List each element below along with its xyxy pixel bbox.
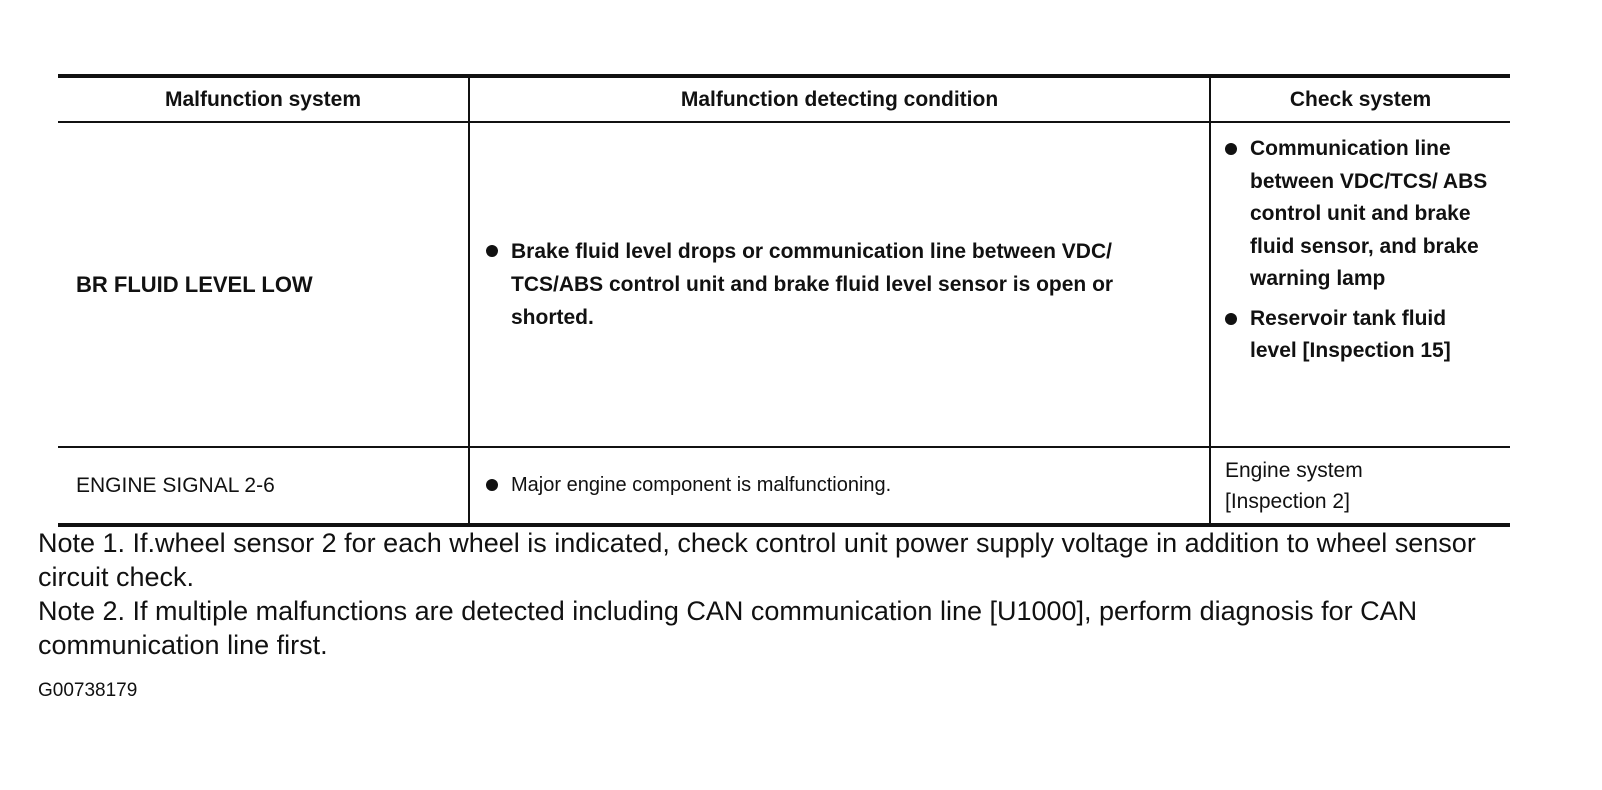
check-item-text: Communication line between VDC/TCS/ ABS control unit and brake fluid sensor, and brake warning lamp xyxy=(1250,137,1488,290)
diagnosis-table xyxy=(58,74,1510,527)
bullet-icon xyxy=(486,245,498,257)
condition-text: Brake fluid level drops or communication line between VDC/ TCS/ABS control unit and brake fluid level sensor is open or shorted. xyxy=(511,240,1114,329)
check-item-text: Reservoir tank fluid level [Inspection 15] xyxy=(1250,306,1451,362)
table-header-row xyxy=(58,76,1510,122)
note-1: Note 1. If.wheel sensor 2 for each wheel is indicated, check control unit power supply voltage in addition to wheel sensor circuit check. xyxy=(38,528,1476,592)
check-bullet-item xyxy=(1225,133,1498,296)
check-line: Engine system xyxy=(1225,458,1363,482)
table-row xyxy=(58,447,1510,525)
detecting-condition-cell xyxy=(469,122,1210,447)
notes-section xyxy=(38,526,1548,662)
condition-bullet-item xyxy=(486,469,1181,502)
condition-text: Major engine component is malfunctioning. xyxy=(511,474,892,496)
condition-bullet-item xyxy=(486,235,1181,334)
note-2: Note 2. If multiple malfunctions are detected including CAN communication line [U1000], perform diagnosis for CAN communication line first. xyxy=(38,596,1418,660)
check-line: [Inspection 2] xyxy=(1225,489,1350,513)
check-system-cell xyxy=(1210,122,1510,447)
header-malfunction-system: Malfunction system xyxy=(58,76,469,122)
bullet-icon xyxy=(1225,313,1237,325)
header-detecting-condition: Malfunction detecting condition xyxy=(469,76,1210,122)
check-bullet-item xyxy=(1225,303,1498,368)
bullet-icon xyxy=(1225,143,1237,155)
detecting-condition-cell xyxy=(469,447,1210,525)
bullet-icon xyxy=(486,479,498,491)
table-row xyxy=(58,122,1510,447)
malfunction-system-cell: BR FLUID LEVEL LOW xyxy=(58,122,469,447)
diagnosis-table-container xyxy=(58,74,1510,527)
check-system-cell xyxy=(1210,447,1510,525)
malfunction-system-cell: ENGINE SIGNAL 2-6 xyxy=(58,447,469,525)
header-check-system: Check system xyxy=(1210,76,1510,122)
figure-code: G00738179 xyxy=(38,680,138,701)
check-system-text xyxy=(1225,455,1498,517)
